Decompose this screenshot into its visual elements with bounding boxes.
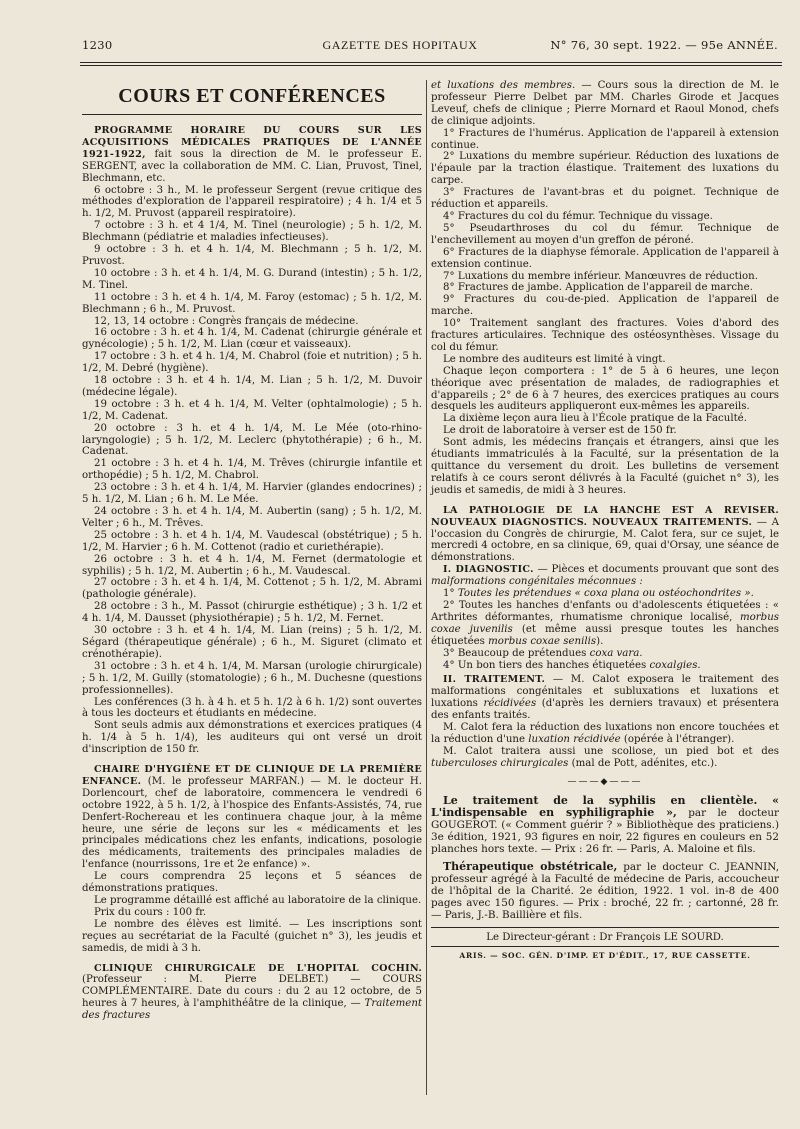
schedule-item: 6 octobre : 3 h., M. le professeur Sergent (revue critique des méthodes d'exploration de l'appareil respiratoire) ; 4 h. 1/4 et 5 h. 1/2, M. Pruvost (appareil respiratoire). — [82, 184, 422, 220]
director-signature: Le Directeur-gérant : Dr François LE SOURD. — [486, 931, 724, 943]
schedule-item: 28 octobre : 3 h., M. Passot (chirurgie esthétique) ; 3 h. 1/2 et 4 h. 1/4, M. Dausset (physiothérapie) ; 5 h. 1/2, M. Fernet. — [82, 601, 422, 625]
t1-a: M. Calot fera la réduction des luxations non encore touchées et la réduction d'une — [431, 722, 779, 745]
column-divider — [426, 80, 427, 1095]
hygiene-body: (M. le professeur MARFAN.) — M. le docteur H. Dorlencourt, chef de laboratoire, commencera le vendredi 6 octobre 1922, à 5 h. 1/2, à l'hospice des Enfants-Assistés, 74, rue Denfert-Rochereau et les continuera chaque jour, à la même heure, une série de leçons sur les « médicaments et les principales médications chez les enfants, indications, posologie des médicaments, traitements des principales maladies de l'enfance (nourrissons, 1re et 2e enfance) ». — [82, 775, 423, 871]
program-heading: PROGRAMME HORAIRE DU COURS SUR LES ACQUISITIONS MÉDICALES PRATIQUES DE L'ANNÉE 1921-1922, — [82, 125, 422, 160]
treatment-p1 — [431, 722, 779, 746]
diag-italic: malformations congénitales méconnues : — [431, 576, 643, 588]
d1-italic: Toutes les prétendues « coxa plana ou ostéochondrites ». — [457, 588, 754, 600]
schedule-item: 17 octobre : 3 h. et 4 h. 1/4, M. Chabrol (foie et nutrition) ; 5 h. 1/2, M. Debré (hygiène). — [82, 351, 422, 375]
t1-b: (opérée à l'étranger). — [623, 733, 735, 745]
schedule-item: 11 octobre : 3 h. et 4 h. 1/4, M. Faroy (estomac) ; 5 h. 1/2, M. Blechmann ; 6 h., M. Pruvost. — [82, 291, 422, 315]
program-note-1: Les conférences (3 h. à 4 h. et 5 h. 1/2 à 6 h. 1/2) sont ouvertes à tous les docteurs et étudiants en médecine. — [82, 696, 422, 720]
lesson-item: 9° Fractures du cou-de-pied. Application de l'appareil de marche. — [431, 294, 779, 318]
program-intro: fait sous la direction de M. le professeur E. SERGENT, avec la collaboration de MM. C. Lian, Pruvost, Tinel, Blechmann, etc. — [82, 148, 422, 184]
schedule-item: 24 octobre : 3 h. et 4 h. 1/4, M. Aubertin (sang) ; 5 h. 1/2, M. Velter ; 6 h., M. Trêves. — [82, 506, 422, 529]
schedule-item: 23 octobre : 3 h. et 4 h. 1/4, M. Harvier (glandes endocrines) ; 5 h. 1/2, M. Lian ; 6 h. M. Le Mée. — [82, 482, 422, 506]
book1-text: par le docteur GOUGEROT. (« Comment guérir ? » Bibliothèque des praticiens.) 3e édition, 1921, 93 figures en noir, 22 figures en couleurs en 52 planches hors texte. — Prix : 26 fr. — Paris, A. Maloine et fils. — [431, 806, 779, 855]
trait-label: II. TRAITEMENT. — [443, 674, 546, 686]
cochin-italic: Traitement des fractures — [82, 998, 422, 1022]
diag-item-2 — [431, 600, 779, 648]
lesson-item: 8° Fractures de jambe. Application de l'appareil de marche. — [443, 282, 753, 294]
cont-text: — Cours sous la direction de M. le professeur Pierre Delbet par MM. Charles Girode et Jacques Leveuf, chefs de clinique ; Pierre Mornard et Raoul Monod, chefs de clinique adjoints. — [431, 80, 779, 127]
footer-rule — [431, 927, 779, 928]
hygiene-p2: Le cours comprendra 25 leçons et 5 séances de démonstrations pratiques. — [82, 871, 422, 895]
t1-italic: luxation récidivée — [528, 733, 621, 745]
course-program — [82, 125, 422, 185]
cochin-body: (Professeur : M. Pierre DELBET.) — COURS COMPLÉMENTAIRE. Date du cours : du 2 au 12 octobre, de 5 heures à 7 heures, à l'amphithéâtre de la clinique, — — [82, 974, 422, 1010]
schedule-item: 19 octobre : 3 h. et 4 h. 1/4, M. Velter (ophtalmologie) ; 5 h. 1/2, M. Cadenat. — [82, 398, 422, 422]
lesson-item: 3° Fractures de l'avant-bras et du poignet. Technique de réduction et appareils. — [431, 187, 779, 211]
ornament-separator: ———◆——— — [567, 776, 643, 787]
course-p2: Chaque leçon comportera : 1° de 5 à 6 heures, une leçon théorique avec présentation de malades, de radiographies et d'appareils ; 2° de 6 à 7 heures, des exercices pratiques au cours desquels les auditeurs appliqueront eux-mêmes les appareils. — [431, 365, 779, 413]
treatment — [431, 674, 779, 722]
program-note-2: Sont seuls admis aux démonstrations et exercices pratiques (4 h. 1/4 à 5 h. 1/4), les auditeurs qui ont versé un droit d'inscription de 150 fr. — [82, 720, 422, 756]
d4-italic: coxalgies. — [649, 659, 701, 671]
cont-italic: et luxations des membres. — [431, 80, 576, 91]
header-rule-bottom — [80, 65, 782, 66]
d1-num: 1° — [443, 588, 458, 600]
lesson-item: 6° Fractures de la diaphyse fémorale. Application de l'appareil à extension continue. — [431, 246, 779, 270]
hygiene-chair — [82, 764, 422, 871]
lesson-item: 5° Pseudarthroses du col du fémur. Technique de l'enchevillement au moyen d'un greffon de péroné. — [431, 222, 779, 246]
d2-b: (et même aussi presque toutes les hanches étiquetées — [431, 623, 780, 647]
schedule-item: 21 octobre : 3 h. et 4 h. 1/4, M. Trêves (chirurgie infantile et orthopédie) ; 5 h. 1/2, M. Chabrol. — [82, 458, 422, 482]
right-column — [431, 80, 779, 962]
lesson-item: 7° Luxations du membre inférieur. Manœuvres de réduction. — [443, 270, 758, 282]
book1-title: Le traitement de la syphilis en clientèle. « L'indispensable en syphiligraphie », — [431, 793, 779, 819]
diag-item-1 — [431, 588, 779, 600]
trait-text: — M. Calot exposera le traitement des malformations congénitales et subluxations et luxations et luxations — [431, 674, 779, 710]
schedule-item: 18 octobre : 3 h. et 4 h. 1/4, M. Lian ; 5 h. 1/2, M. Duvoir (médecine légale). — [82, 375, 422, 398]
schedule-item: 20 octobre : 3 h. et 4 h. 1/4, M. Le Mée (oto-rhino-laryngologie) ; 5 h. 1/2, M. Leclerc (phytothérapie) ; 6 h., M. Cadenat. — [82, 422, 422, 458]
d2-c: ). — [596, 635, 604, 647]
t2-italic: tuberculoses chirurgicales — [431, 757, 569, 769]
page-number: 1230 — [82, 38, 113, 52]
schedule-item: 25 octobre : 3 h. et 4 h. 1/4, M. Vaudescal (obstétrique) ; 5 h. 1/2, M. Harvier ; 6 h. M. Cottenot (radio et curiethérapie). — [82, 529, 422, 553]
lesson-item: 4° Fractures du col du fémur. Technique du vissage. — [443, 210, 713, 222]
diag-item-3 — [431, 648, 779, 660]
printer-line: ARIS. — SOC. GÉN. D'IMP. ET D'ÉDIT., 17, RUE CASSETTE. — [459, 951, 751, 961]
diagnosis — [431, 564, 779, 588]
hygiene-p3: Le programme détaillé est affiché au laboratoire de la clinique. — [94, 895, 422, 906]
hip-section — [431, 505, 779, 565]
cochin-clinic — [82, 963, 422, 1023]
journal-title: GAZETTE DES HOPITAUX — [322, 38, 478, 52]
lesson-item: 1° Fractures de l'humérus. Application de l'appareil à extension continue. — [431, 127, 779, 151]
d3-a: 3° Beaucoup de prétendues — [443, 647, 587, 659]
d3-italic: coxa vara. — [589, 647, 643, 659]
schedule-item: 26 octobre : 3 h. et 4 h. 1/4, M. Fernet (dermatologie et syphilis) ; 5 h. 1/2, M. Aubertin ; 6 h., M. Vaudescal. — [82, 553, 422, 577]
issue-info: N° 76, 30 sept. 1922. — 95e ANNÉE. — [550, 38, 778, 52]
book2-text: par le docteur C. JEANNIN, professeur agrégé à la Faculté de médecine de Paris, accoucheur de l'hôpital de la Charité. 2e édition, 1922. 1 vol. in-8 de 400 pages avec 150 figures. — Prix : broché, 22 fr. ; cartonné, 28 fr. — Paris, J.-B. Baillière et fils. — [431, 860, 779, 921]
diag-item-4 — [431, 660, 779, 672]
trait-text2: (d'après les derniers travaux) et présentera des enfants traités. — [431, 698, 779, 722]
hip-body: — A l'occasion du Congrès de chirurgie, M. Calot fera, sur ce sujet, le mercredi 4 octobre, en sa clinique, 69, quai d'Orsay, une séance de démonstrations. — [431, 516, 779, 564]
schedule-item: 30 octobre : 3 h. et 4 h. 1/4, M. Lian (reins) ; 5 h. 1/2, M. Ségard (thérapeutique générale) ; 6 h., M. Siguret (climato et crénothérapie). — [82, 625, 422, 660]
d2-italic2: morbus coxae senilis — [488, 635, 597, 647]
lesson-item: 10° Traitement sanglant des fractures. Voies d'abord des fractures articulaires. Technique des ostéosynthèses. Vissage du col du fémur. — [431, 318, 779, 353]
d4-a: 4° Un bon tiers des hanches étiquetées — [443, 659, 647, 671]
cochin-heading: CLINIQUE CHIRURGICALE DE L'HOPITAL COCHIN. — [94, 962, 422, 974]
schedule-list — [82, 185, 422, 697]
title-rule — [82, 114, 422, 115]
schedule-item: 10 octobre : 3 h. et 4 h. 1/4, M. G. Durand (intestin) ; 5 h. 1/2, M. Tinel. — [82, 267, 422, 291]
t2-a: M. Calot traitera aussi une scoliose, un pied bot et des — [443, 745, 779, 757]
schedule-item: 9 octobre : 3 h. et 4 h. 1/4, M. Blechmann ; 5 h. 1/2, M. Pruvost. — [82, 244, 422, 267]
book-review-2 — [431, 861, 779, 921]
d2-italic: morbus coxae juvenilis — [431, 611, 779, 635]
header-rule-top — [80, 62, 782, 63]
course-p5: Sont admis, les médecins français et étrangers, ainsi que les étudiants immatriculés à la Faculté, sur la présentation de la quittance du versement du droit. Les bulletins de versement relatifs à ce cours seront délivrés à la Faculté (guichet n° 3), les jeudis et samedis, de midi à 3 heures. — [431, 437, 779, 496]
course-p3: La dixième leçon aura lieu à l'École pratique de la Faculté. — [443, 413, 747, 425]
schedule-item: 7 octobre : 3 h. et 4 1/4, M. Tinel (neurologie) ; 5 h. 1/2, M. Blechmann (pédiatrie et maladies infectieuses). — [82, 220, 422, 244]
trait-italic: récidivées — [483, 698, 537, 710]
hip-heading: LA PATHOLOGIE DE LA HANCHE EST A REVISER. NOUVEAUX DIAGNOSTICS. NOUVEAUX TRAITEMENTS. — [431, 504, 779, 528]
hygiene-price: Prix du cours : 100 fr. — [94, 906, 207, 918]
schedule-item: 12, 13, 14 octobre : Congrès français de médecine. — [94, 315, 359, 327]
course-p1: Le nombre des auditeurs est limité à vingt. — [443, 353, 666, 365]
left-column — [82, 80, 422, 1022]
lessons-list — [431, 128, 779, 354]
section-title: COURS ET CONFÉRENCES — [118, 85, 386, 107]
schedule-item: 31 octobre : 3 h. et 4 h. 1/4, M. Marsan (urologie chirurgicale) ; 5 h. 1/2, M. Guilly (stomatologie) ; 6 h., M. Duchesne (questions professionnelles). — [82, 660, 422, 696]
d2-a: 2° Toutes les hanches d'enfants ou d'adolescents étiquetées : « Arthrites déformantes, rhumatisme chronique localisé, — [431, 599, 779, 623]
footer-rule-2 — [431, 946, 779, 947]
t2-b: (mal de Pott, adénites, etc.). — [571, 757, 718, 769]
lesson-item: 2° Luxations du membre supérieur. Réduction des luxations de l'épaule par la traction élastique. Traitement des luxations du carpe. — [431, 151, 779, 187]
book-review-1 — [431, 795, 779, 855]
hygiene-heading: CHAIRE D'HYGIÈNE ET DE CLINIQUE DE LA PREMIÈRE ENFANCE. — [82, 764, 422, 787]
book2-title: Thérapeutique obstétricale, — [443, 859, 618, 873]
course-p4: Le droit de laboratoire à verser est de 150 fr. — [443, 425, 677, 437]
hygiene-p5: Le nombre des élèves est limité. — Les inscriptions sont reçues au secrétariat de la Faculté (guichet n° 3), les jeudis et samedis, de midi à 3 h. — [82, 918, 422, 954]
schedule-item: 16 octobre : 3 h. et 4 h. 1/4, M. Cadenat (chirurgie générale et gynécologie) ; 5 h. 1/2, M. Lian (cœur et vaisseaux). — [82, 327, 422, 351]
treatment-p2 — [431, 746, 779, 770]
cochin-continuation — [431, 80, 779, 128]
schedule-item: 27 octobre : 3 h. et 4 h. 1/4, M. Cottenot ; 5 h. 1/2, M. Abrami (pathologie générale). — [82, 577, 422, 601]
diag-text: — Pièces et documents prouvant que sont des — [537, 564, 779, 576]
diag-label: I. DIAGNOSTIC. — [443, 564, 534, 576]
